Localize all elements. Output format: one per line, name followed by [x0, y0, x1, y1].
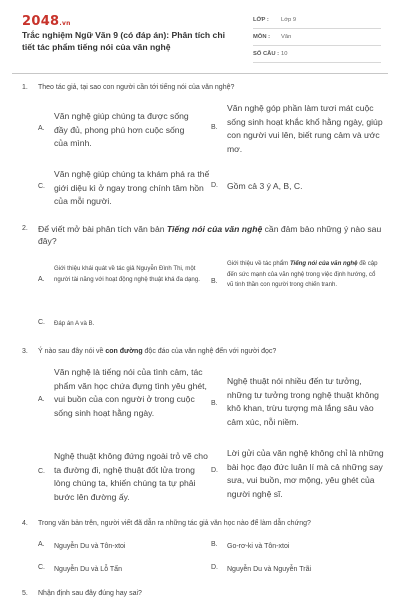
question-text: Theo tác giả, tại sao con người cần tới tiếng nói của văn nghệ?	[38, 84, 235, 91]
option-text: Nghệ thuật không đứng ngoài trỏ vẽ cho ta đường đi, nghệ thuật đốt lửa trong lòng chúng ta, khiến chúng ta tự phải bước lên đường ấy.	[54, 451, 208, 502]
logo-suffix: .vn	[59, 20, 71, 27]
option-text-post: đề cập đến sức mạnh của văn nghệ trong việc định hướng, cổ vũ tinh thần con người trong chiến tranh.	[227, 260, 378, 288]
option-text: Văn nghệ là tiếng nói của tình cảm, tác phẩm văn học chứa đựng tình yêu ghét, vui buồn của con người ở trong cuộc sống sinh hoạt hằng ngày.	[54, 367, 207, 418]
question-5	[22, 588, 142, 599]
option-letter: B.	[211, 400, 218, 407]
question-text-post: cần đảm bảo những ý nào sau đây?	[38, 224, 382, 246]
option-text: Nguyễn Du và Nguyễn Trãi	[227, 566, 312, 573]
question-text: Nhận định sau đây đúng hay sai?	[38, 590, 142, 597]
option-text: Lời gửi của văn nghệ không chỉ là những bài học đạo đức luân lí mà cả những say sưa, vui buồn, mơ mộng, yêu ghét của người nghệ sĩ.	[227, 448, 384, 499]
question-text	[38, 223, 388, 247]
question-text: Trong văn bản trên, người viết đã dẫn ra những tác giả văn học nào để làm dẫn chứng?	[38, 520, 311, 527]
option-text: Giới thiệu khái quát về tác giả Nguyễn Đình Thi, một người tài năng với hoạt động nghệ thuật khá đa dạng.	[54, 265, 200, 283]
meta-table	[253, 12, 381, 63]
question-text-pre: Để viết mở bài phân tích văn bản	[38, 224, 167, 234]
question-text-emphasis: con đường	[105, 348, 143, 355]
meta-value: Lớp 9	[281, 17, 297, 23]
option-text: Văn nghệ giúp chúng ta được sống đầy đủ, phong phú hơn cuộc sống của mình.	[54, 111, 189, 148]
option-text: Gồm cả 3 ý A, B, C.	[227, 181, 303, 191]
option-text: Nghệ thuật nói nhiều đến tư tưởng, những tư tưởng trong nghệ thuật không khô khan, trừu tượng mà lắng sâu vào cảm xúc, nỗi niềm.	[227, 376, 379, 427]
option-text-pre: Giới thiệu về tác phẩm	[227, 260, 290, 267]
question-2	[22, 223, 382, 246]
page-header	[0, 0, 400, 72]
site-logo[interactable]	[22, 14, 71, 29]
option-text: Go-rơ-ki và Tôn-xtoi	[227, 543, 290, 550]
header-divider	[12, 73, 388, 74]
logo-text: 2048	[22, 14, 60, 29]
option-text-emphasis: Tiếng nói của văn nghệ	[289, 260, 358, 267]
question-number: 1.	[22, 84, 28, 91]
option-text	[227, 259, 383, 291]
option-letter: B.	[211, 124, 218, 131]
question-number: 4.	[22, 520, 28, 527]
question-text	[38, 346, 388, 357]
question-text-post: độc đáo của văn nghệ đến với người đọc?	[142, 348, 277, 355]
option-letter: B.	[211, 541, 218, 548]
question-1	[22, 82, 235, 93]
option-text: Nguyễn Du và Tôn-xtoi	[54, 543, 126, 550]
option-letter: D.	[211, 182, 218, 189]
option-letter: A.	[38, 125, 45, 132]
option-letter: C.	[38, 319, 45, 326]
option-text: Nguyễn Du và Lỗ Tấn	[54, 566, 122, 573]
meta-key: MÔN :	[253, 34, 271, 40]
meta-row-subject	[253, 29, 381, 46]
page-title: Trắc nghiệm Ngữ Văn 9 (có đáp án): Phân tích chi tiết tác phẩm tiếng nói của văn nghệ	[22, 30, 225, 52]
option-letter: C.	[38, 468, 45, 475]
question-number: 5.	[22, 590, 28, 597]
question-text-pre: Ý nào sau đây nói về	[38, 348, 106, 355]
meta-row-count	[253, 46, 381, 63]
meta-row-class	[253, 12, 381, 29]
meta-value: 10	[281, 51, 288, 57]
meta-key: SỐ CÂU :	[253, 51, 280, 57]
option-text: Văn nghệ góp phần làm tươi mát cuộc sống sinh hoạt khắc khổ hằng ngày, giúp con người vui lên, biết rung cảm và ước mơ.	[227, 103, 383, 154]
option-letter: A.	[38, 541, 45, 548]
option-letter: C.	[38, 183, 45, 190]
meta-key: LỚP :	[253, 17, 269, 23]
option-text: Đáp án A và B.	[54, 320, 95, 327]
question-number: 3.	[22, 348, 28, 355]
option-letter: B.	[211, 278, 218, 285]
question-text-emphasis: Tiếng nói của văn nghệ	[166, 224, 263, 234]
question-number: 2.	[22, 225, 28, 232]
question-4	[22, 518, 311, 529]
option-letter: A.	[38, 276, 45, 283]
option-letter: C.	[38, 564, 45, 571]
option-letter: D.	[211, 564, 218, 571]
option-letter: D.	[211, 467, 218, 474]
option-text: Văn nghệ giúp chúng ta khám phá ra thế giới diệu kì ở ngay trong chính tâm hồn của mỗi người.	[54, 169, 210, 206]
option-letter: A.	[38, 396, 45, 403]
meta-value: Văn	[281, 34, 292, 40]
question-3	[22, 346, 277, 357]
